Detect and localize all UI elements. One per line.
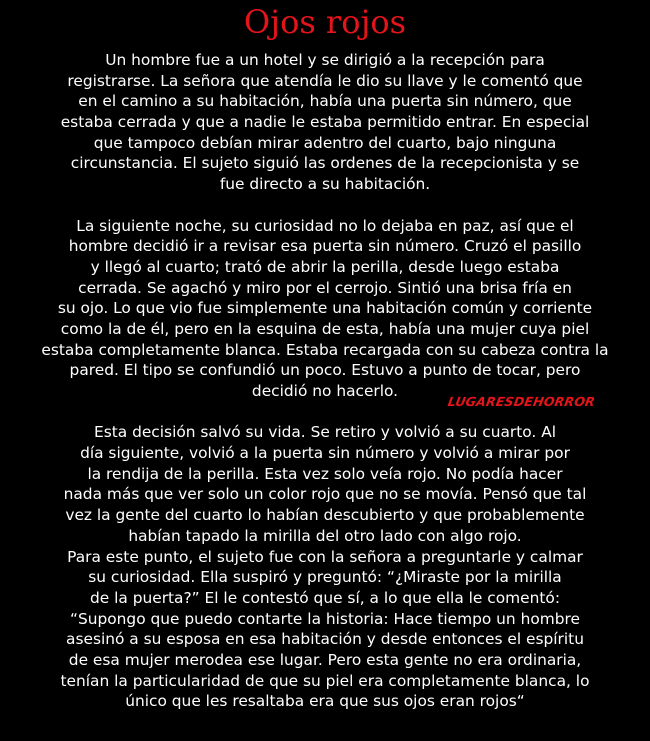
text-line: hombre decidió ir a revisar esa puerta sin número. Cruzó el pasillo xyxy=(68,237,582,256)
watermark-logo: LUGARESDEHORROR xyxy=(446,394,597,409)
paragraph-2 xyxy=(0,216,650,402)
text-line: su curiosidad. Ella suspiró y preguntó: “¿Miraste por la mirilla xyxy=(88,568,562,587)
text-line: fue directo a su habitación. xyxy=(219,175,431,194)
paragraph-1 xyxy=(0,50,650,195)
text-line: “Supongo que puedo contarte la historia: Hace tiempo un hombre xyxy=(70,609,580,628)
text-line: registrarse. La señora que atendía le dio su llave y le comentó que xyxy=(67,71,583,90)
text-line: que tampoco debían mirar adentro del cuarto, bajo ninguna xyxy=(93,133,557,152)
text-line: de la puerta?” El le contestó que sí, a lo que ella le comentó: xyxy=(89,588,561,607)
text-line: La siguiente noche, su curiosidad no lo dejaba en paz, así que el xyxy=(76,216,574,235)
text-line: estaba cerrada y que a nadie le estaba permitido entrar. En especial xyxy=(60,113,590,132)
text-line: habían tapado la mirilla del otro lado con algo rojo. xyxy=(128,526,522,545)
text-line: como la de él, pero en la esquina de esta, había una mujer cuya piel xyxy=(60,319,590,338)
text-line: cerrada. Se agachó y miro por el cerrojo. Sintió una brisa fría en xyxy=(78,278,572,297)
text-line: único que les resaltaba era que sus ojos eran rojos“ xyxy=(125,692,525,711)
text-line: nada más que ver solo un color rojo que no se movía. Pensó que tal xyxy=(63,485,587,504)
text-line: la rendija de la perilla. Esta vez solo veía rojo. No podía hacer xyxy=(87,464,563,483)
text-line: Un hombre fue a un hotel y se dirigió a la recepción para xyxy=(105,51,545,69)
text-line: Esta decisión salvó su vida. Se retiro y volvió a su cuarto. Al xyxy=(93,423,557,442)
text-line: Para este punto, el sujeto fue con la señora a preguntarle y calmar xyxy=(67,547,583,566)
text-line: de esa mujer merodea ese lugar. Pero esta gente no era ordinaria, xyxy=(68,650,582,669)
story-body xyxy=(0,50,650,712)
paragraph-gap xyxy=(0,195,650,216)
text-line: circunstancia. El sujeto siguió las ordenes de la recepcionista y se xyxy=(70,154,580,173)
text-line: asesinó a su esposa en esa habitación y desde entonces el espíritu xyxy=(66,630,584,649)
paragraph-3 xyxy=(0,422,650,712)
text-line: pared. El tipo se confundió un poco. Estuvo a punto de tocar, pero xyxy=(69,361,581,380)
text-line: estaba completamente blanca. Estaba recargada con su cabeza contra la xyxy=(41,340,609,359)
text-line: día siguiente, volvió a la puerta sin número y volvió a mirar por xyxy=(80,444,570,463)
story-title: Ojos rojos xyxy=(243,3,407,41)
text-line: y llegó al cuarto; trató de abrir la perilla, desde luego estaba xyxy=(90,257,560,276)
text-line: tenían la particularidad de que su piel era completamente blanca, lo xyxy=(60,671,590,690)
text-line: vez la gente del cuarto lo habían descubierto y que probablemente xyxy=(65,506,585,525)
text-line: su ojo. Lo que vio fue simplemente una habitación común y corriente xyxy=(57,299,593,318)
text-line: en el camino a su habitación, había una puerta sin número, que xyxy=(78,92,572,111)
text-line: decidió no hacerlo. xyxy=(251,382,399,400)
